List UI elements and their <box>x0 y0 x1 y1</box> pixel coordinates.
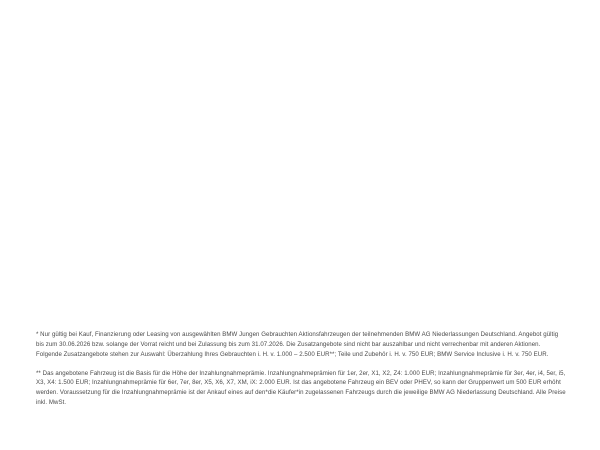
footnotes-section <box>36 330 566 408</box>
footnote-primary: * Nur gültig bei Kauf, Finanzierung oder Leasing von ausgewählten BMW Jungen Gebrauchten Aktionsfahrzeugen der teilnehmenden BMW AG Niederlassungen Deutschland. Angebot gültig bis zum 30.06.2026 bzw. solange der Vorrat reicht und bei Zulassung bis zum 31.07.2026. Die Zusatzangebote sind nicht bar auszahlbar und nicht verrechenbar mit anderen Aktionen. Folgende Zusatzangebote stehen zur Auswahl: Überzahlung Ihres Gebrauchten i. H. v. 1.000 – 2.500 EUR**; Teile und Zubehör i. H. v. 750 EUR; BMW Service Inclusive i. H. v. 750 EUR. <box>36 331 559 358</box>
footnote-secondary: ** Das angebotene Fahrzeug ist die Basis für die Höhe der Inzahlungnahmeprämie. Inzahlungnahmeprämien für 1er, 2er, X1, X2, Z4: 1.000 EUR; Inzahlungnahmeprämie für 3er, 4er, i4, 5er, i5, X3, X4: 1.500 EUR; Inzahlungnahmeprämie für 6er, 7er, 8er, X5, X6, X7, XM, iX: 2.000 EUR. Ist das angebotene Fahrzeug ein BEV oder PHEV, so kann der Gruppenwert um 500 EUR erhöht werden. Voraussetzung für die Inzahlungnahmeprämie ist der Ankauf eines auf den*die Käufer*in zugelassenen Fahrzeugs durch die jeweilige BMW AG Niederlassung Deutschland. Alle Preise inkl. MwSt. <box>36 369 566 407</box>
